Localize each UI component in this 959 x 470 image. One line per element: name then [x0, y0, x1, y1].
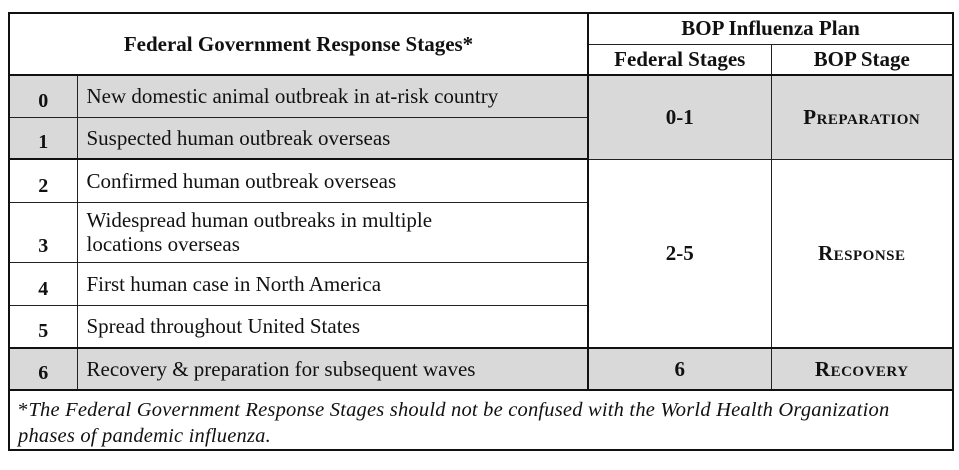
table-row	[9, 75, 953, 117]
bop-stage-name: Response	[771, 159, 953, 348]
stage-description: Spread throughout United States	[77, 305, 588, 348]
stage-number: 6	[9, 348, 77, 390]
stages-table	[8, 12, 954, 451]
table-row	[9, 348, 953, 390]
federal-stages-header: Federal Government Response Stages*	[9, 13, 588, 75]
footnote	[10, 391, 952, 449]
stage-description: First human case in North America	[77, 262, 588, 305]
federal-stage-range: 0-1	[588, 75, 771, 159]
stage-number: 2	[9, 159, 77, 202]
stage-description: Confirmed human outbreak overseas	[77, 159, 588, 202]
stage-number: 3	[9, 202, 77, 262]
federal-stage-range: 2-5	[588, 159, 771, 348]
federal-stages-column-header: Federal Stages	[588, 44, 771, 75]
bop-stage-name: Recovery	[771, 348, 953, 390]
federal-stage-range: 6	[588, 348, 771, 390]
footnote-text: The Federal Government Response Stages should not be confused with the World Health Organization phases of pandemic influenza.	[18, 399, 890, 447]
footnote-marker: *	[18, 399, 29, 421]
stage-number: 5	[9, 305, 77, 348]
bop-stage-name: Preparation	[771, 75, 953, 159]
bop-plan-header: BOP Influenza Plan	[588, 13, 953, 44]
footnote-cell	[9, 390, 953, 450]
stage-description: Suspected human outbreak overseas	[77, 117, 588, 159]
stage-number: 0	[9, 75, 77, 117]
bop-stage-column-header: BOP Stage	[771, 44, 953, 75]
stages-table-frame	[8, 12, 952, 464]
stage-number: 1	[9, 117, 77, 159]
stage-description: Widespread human outbreaks in multiple locations overseas	[77, 202, 588, 262]
table-row	[9, 159, 953, 202]
stage-description: New domestic animal outbreak in at-risk country	[77, 75, 588, 117]
stage-description: Recovery & preparation for subsequent waves	[77, 348, 588, 390]
stage-number: 4	[9, 262, 77, 305]
